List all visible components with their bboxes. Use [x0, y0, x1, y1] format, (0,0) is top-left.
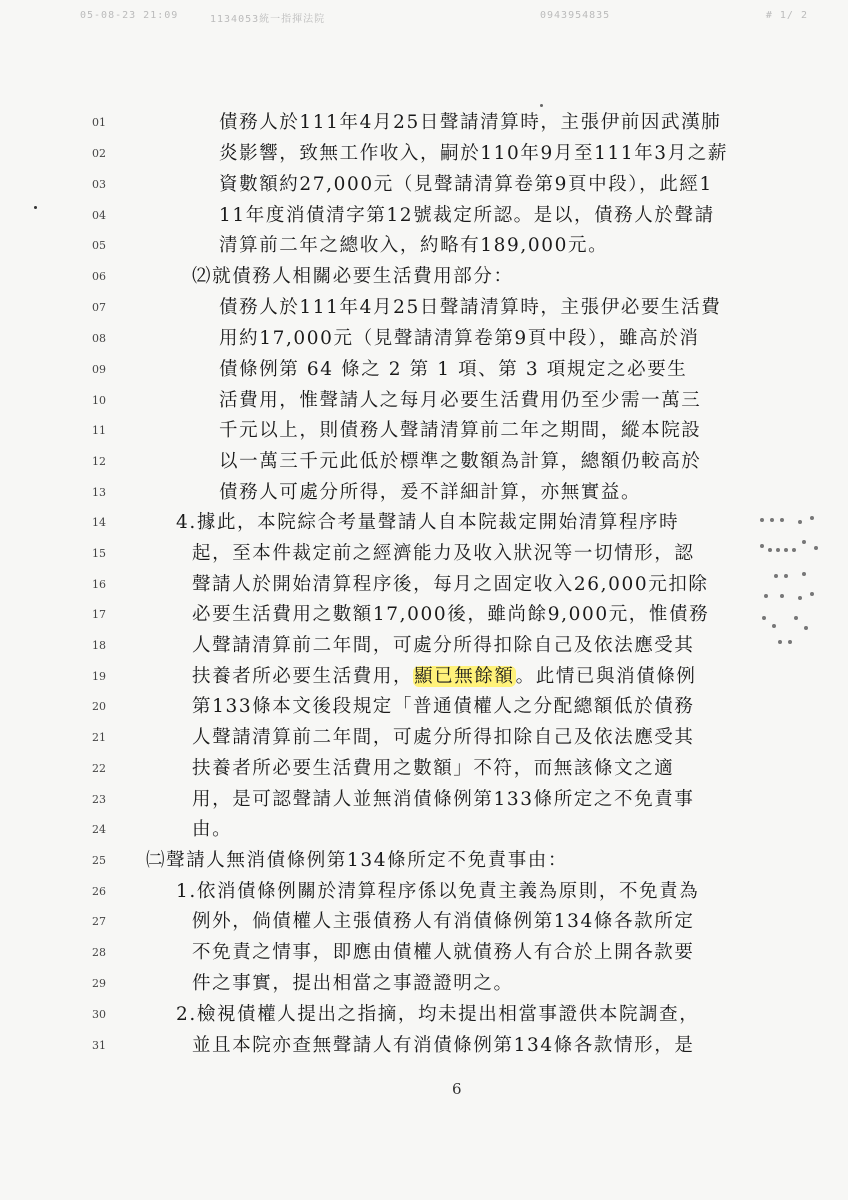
- line-text: 2.檢視債權人提出之指摘，均未提出相當事證供本院調查，: [176, 1004, 700, 1025]
- document-line: [0, 386, 848, 416]
- line-text: 第133條本文後段規定「普通債權人之分配總額低於債務: [192, 696, 695, 717]
- line-text: 用，是可認聲請人並無消債條例第133條所定之不免責事: [192, 789, 695, 810]
- line-number: 16: [92, 578, 106, 591]
- line-number: 06: [92, 270, 106, 283]
- line-text: 清算前二年之總收入，約略有189,000元。: [219, 235, 609, 256]
- document-line: [0, 539, 848, 569]
- line-text: 債務人可處分所得，爰不詳細計算，亦無實益。: [219, 482, 642, 503]
- page-number: 6: [452, 1080, 462, 1098]
- document-line: [0, 201, 848, 231]
- line-text: 活費用，惟聲請人之每月必要生活費用仍至少需一萬三: [219, 390, 702, 411]
- document-line: [0, 969, 848, 999]
- line-number: 15: [92, 547, 106, 560]
- line-text: 件之事實，提出相當之事證證明之。: [192, 973, 514, 994]
- line-text: 債務人於111年4月25日聲請清算時，主張伊必要生活費: [219, 297, 722, 318]
- document-line: [0, 1000, 848, 1030]
- line-text: 人聲請清算前二年間，可處分所得扣除自己及依法應受其: [192, 635, 695, 656]
- line-number: 29: [92, 977, 106, 990]
- document-line: [0, 231, 848, 261]
- document-line: [0, 877, 848, 907]
- line-text: 人聲請清算前二年間，可處分所得扣除自己及依法應受其: [192, 727, 695, 748]
- line-number: 11: [92, 424, 106, 437]
- line-text: 4.據此，本院綜合考量聲請人自本院裁定開始清算程序時: [176, 512, 680, 533]
- fax-header: [80, 10, 808, 26]
- document-line: [0, 723, 848, 753]
- line-number: 03: [92, 178, 106, 191]
- document-line: [0, 1031, 848, 1061]
- line-number: 20: [92, 700, 106, 713]
- line-number: 02: [92, 147, 106, 160]
- line-text: 由。: [192, 819, 233, 840]
- line-text: 11年度消債清字第12號裁定所認。是以，債務人於聲請: [219, 205, 715, 226]
- line-number: 14: [92, 516, 106, 529]
- document-line: [0, 754, 848, 784]
- line-number: 09: [92, 363, 106, 376]
- line-text: 資數額約27,000元（見聲請清算卷第9頁中段），此經1: [219, 174, 713, 195]
- line-text: 炎影響，致無工作收入，嗣於110年9月至111年3月之薪: [219, 143, 728, 164]
- document-line: [0, 416, 848, 446]
- line-number: 07: [92, 301, 106, 314]
- document-line: [0, 570, 848, 600]
- line-text-segment: 扶養者所必要生活費用，: [192, 666, 414, 687]
- line-text: 並且本院亦查無聲請人有消債條例第134條各款情形，是: [192, 1035, 695, 1056]
- document-line: [0, 170, 848, 200]
- line-number: 30: [92, 1008, 106, 1021]
- document-line: [0, 907, 848, 937]
- fax-page-marker: # 1/ 2: [765, 10, 808, 21]
- line-text: 聲請人於開始清算程序後，每月之固定收入26,000元扣除: [192, 574, 709, 595]
- line-text: 以一萬三千元此低於標準之數額為計算，總額仍較高於: [219, 451, 702, 472]
- line-number: 21: [92, 731, 106, 744]
- line-text: 債務人於111年4月25日聲請清算時，主張伊前因武漢肺: [219, 112, 722, 133]
- line-text: 千元以上，則債務人聲請清算前二年之期間，縱本院設: [219, 420, 702, 441]
- document-line: [0, 692, 848, 722]
- line-text: 扶養者所必要生活費用之數額」不符，而無該條文之適: [192, 758, 675, 779]
- document-line: [0, 478, 848, 508]
- highlighted-phrase: 顯已無餘額: [414, 666, 515, 687]
- document-line: [0, 815, 848, 845]
- line-number: 01: [92, 116, 106, 129]
- line-text-segment: 。此情已與消債條例: [515, 666, 697, 687]
- document-line: [0, 108, 848, 138]
- line-number: 24: [92, 823, 106, 836]
- line-number: 04: [92, 209, 106, 222]
- line-number: 22: [92, 762, 106, 775]
- line-text: ⑵就債務人相關必要生活費用部分：: [192, 266, 514, 287]
- document-line: [0, 600, 848, 630]
- fax-number: 0943954835: [540, 10, 611, 21]
- document-line: [0, 293, 848, 323]
- fax-timestamp: 05-08-23 21:09: [80, 10, 179, 21]
- line-text: 用約17,000元（見聲請清算卷第9頁中段），雖高於消: [219, 328, 700, 349]
- punch-holes-decoration: [758, 516, 822, 646]
- document-line: [0, 447, 848, 477]
- document-line: [0, 785, 848, 815]
- scan-speck: [34, 206, 37, 209]
- line-text: 必要生活費用之數額17,000後，雖尚餘9,000元，惟債務: [192, 604, 710, 625]
- document-line: [0, 662, 848, 692]
- line-text: [192, 662, 697, 692]
- document-line: [0, 262, 848, 292]
- line-number: 10: [92, 394, 106, 407]
- line-text: 例外，倘債權人主張債務人有消債條例第134條各款所定: [192, 911, 695, 932]
- line-number: 12: [92, 455, 106, 468]
- line-number: 13: [92, 486, 106, 499]
- line-number: 05: [92, 239, 106, 252]
- line-text: 1.依消債條例關於清算程序係以免責主義為原則，不免責為: [176, 881, 700, 902]
- line-number: 31: [92, 1039, 106, 1052]
- document-line: [0, 139, 848, 169]
- document-line: [0, 938, 848, 968]
- fax-sender: 1134053統一指揮法院: [210, 14, 326, 25]
- line-number: 19: [92, 670, 106, 683]
- document-line: [0, 846, 848, 876]
- line-text: 起，至本件裁定前之經濟能力及收入狀況等一切情形，認: [192, 543, 695, 564]
- line-number: 28: [92, 946, 106, 959]
- line-number: 23: [92, 793, 106, 806]
- line-text: ㈡聲請人無消債條例第134條所定不免責事由：: [146, 850, 569, 871]
- document-line: [0, 508, 848, 538]
- line-number: 25: [92, 854, 106, 867]
- line-number: 18: [92, 639, 106, 652]
- document-line: [0, 355, 848, 385]
- line-number: 26: [92, 885, 106, 898]
- document-line: [0, 631, 848, 661]
- document-line: [0, 324, 848, 354]
- line-text: 不免責之情事，即應由債權人就債務人有合於上開各款要: [192, 942, 695, 963]
- line-number: 27: [92, 915, 106, 928]
- line-number: 17: [92, 608, 106, 621]
- line-number: 08: [92, 332, 106, 345]
- scan-speck: [540, 104, 543, 107]
- line-text: 債條例第 64 條之 2 第 1 項、第 3 項規定之必要生: [219, 359, 688, 380]
